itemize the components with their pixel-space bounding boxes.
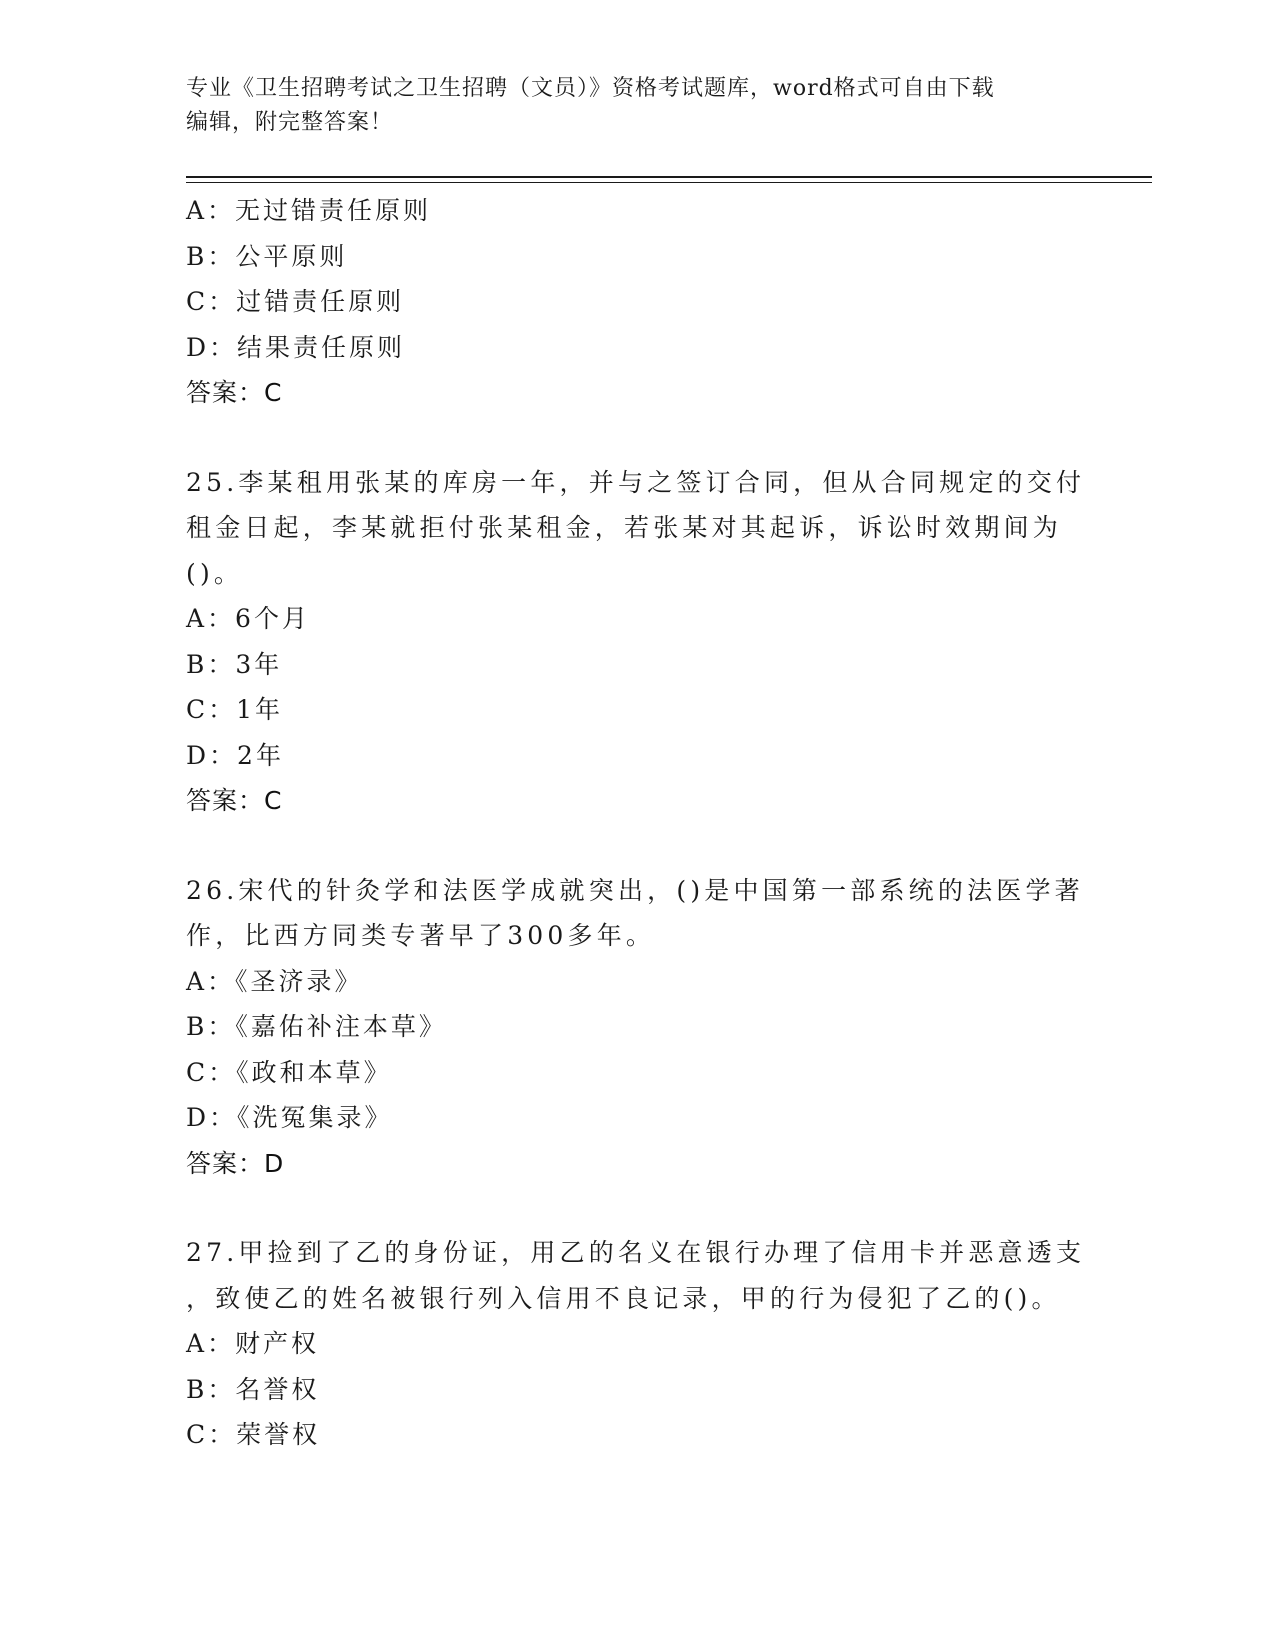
answer-option: B：3年 [186,649,283,679]
block-spacer [186,1186,1086,1230]
answer-key: 答案：C [186,378,283,407]
answer-option: A：《圣济录》 [186,966,363,996]
answer-option: C：1年 [186,695,284,724]
block-spacer [186,824,1086,868]
question-stem-line: 租金日起，李某就拒付张某租金，若张某对其起诉，诉讼时效期间为 [186,513,1063,542]
answer-option: A：财产权 [186,1329,320,1358]
answer-option: A：6个月 [186,604,310,633]
answer-option: D：《洗冤集录》 [186,1103,393,1132]
question-stem-line: ，致使乙的姓名被银行列入信用不良记录，甲的行为侵犯了乙的()。 [186,1283,1061,1313]
question-block [186,824,1086,1187]
answer-option: A：无过错责任原则 [186,196,432,225]
answer-option: C：过错责任原则 [186,287,405,316]
header-divider [186,176,1152,178]
answer-option: C：《政和本草》 [186,1057,392,1087]
header-line: 专业《卫生招聘考试之卫生招聘（文员）》资格考试题库，word格式可自由下载 [186,76,995,101]
answer-option: B：名誉权 [186,1374,320,1404]
block-spacer [186,416,1086,460]
answer-option: D：2年 [186,740,284,770]
question-stem-line: ()。 [186,558,244,588]
question-block [186,1186,1086,1458]
question-list [186,188,1086,1458]
question-stem-line: 26.宋代的针灸学和法医学成就突出，()是中国第一部系统的法医学著 [186,875,1084,905]
answer-option: C：荣誉权 [186,1420,321,1449]
header-line: 编辑，附完整答案！ [186,110,394,135]
question-block [186,188,1086,416]
header-divider-thin [186,182,1152,183]
answer-key: 答案：D [186,1148,285,1178]
document-header [186,72,1066,140]
answer-option: B：公平原则 [186,241,348,271]
question-stem-line: 25.李某租用张某的库房一年，并与之签订合同，但从合同规定的交付 [186,467,1086,497]
question-stem-line: 27.甲捡到了乙的身份证，用乙的名义在银行办理了信用卡并恶意透支 [186,1238,1086,1267]
question-stem-line: 作，比西方同类专著早了300多年。 [186,921,656,950]
answer-option: D：结果责任原则 [186,332,406,362]
answer-option: B：《嘉佑补注本草》 [186,1012,447,1041]
answer-key: 答案：C [186,786,283,815]
question-block [186,416,1086,824]
